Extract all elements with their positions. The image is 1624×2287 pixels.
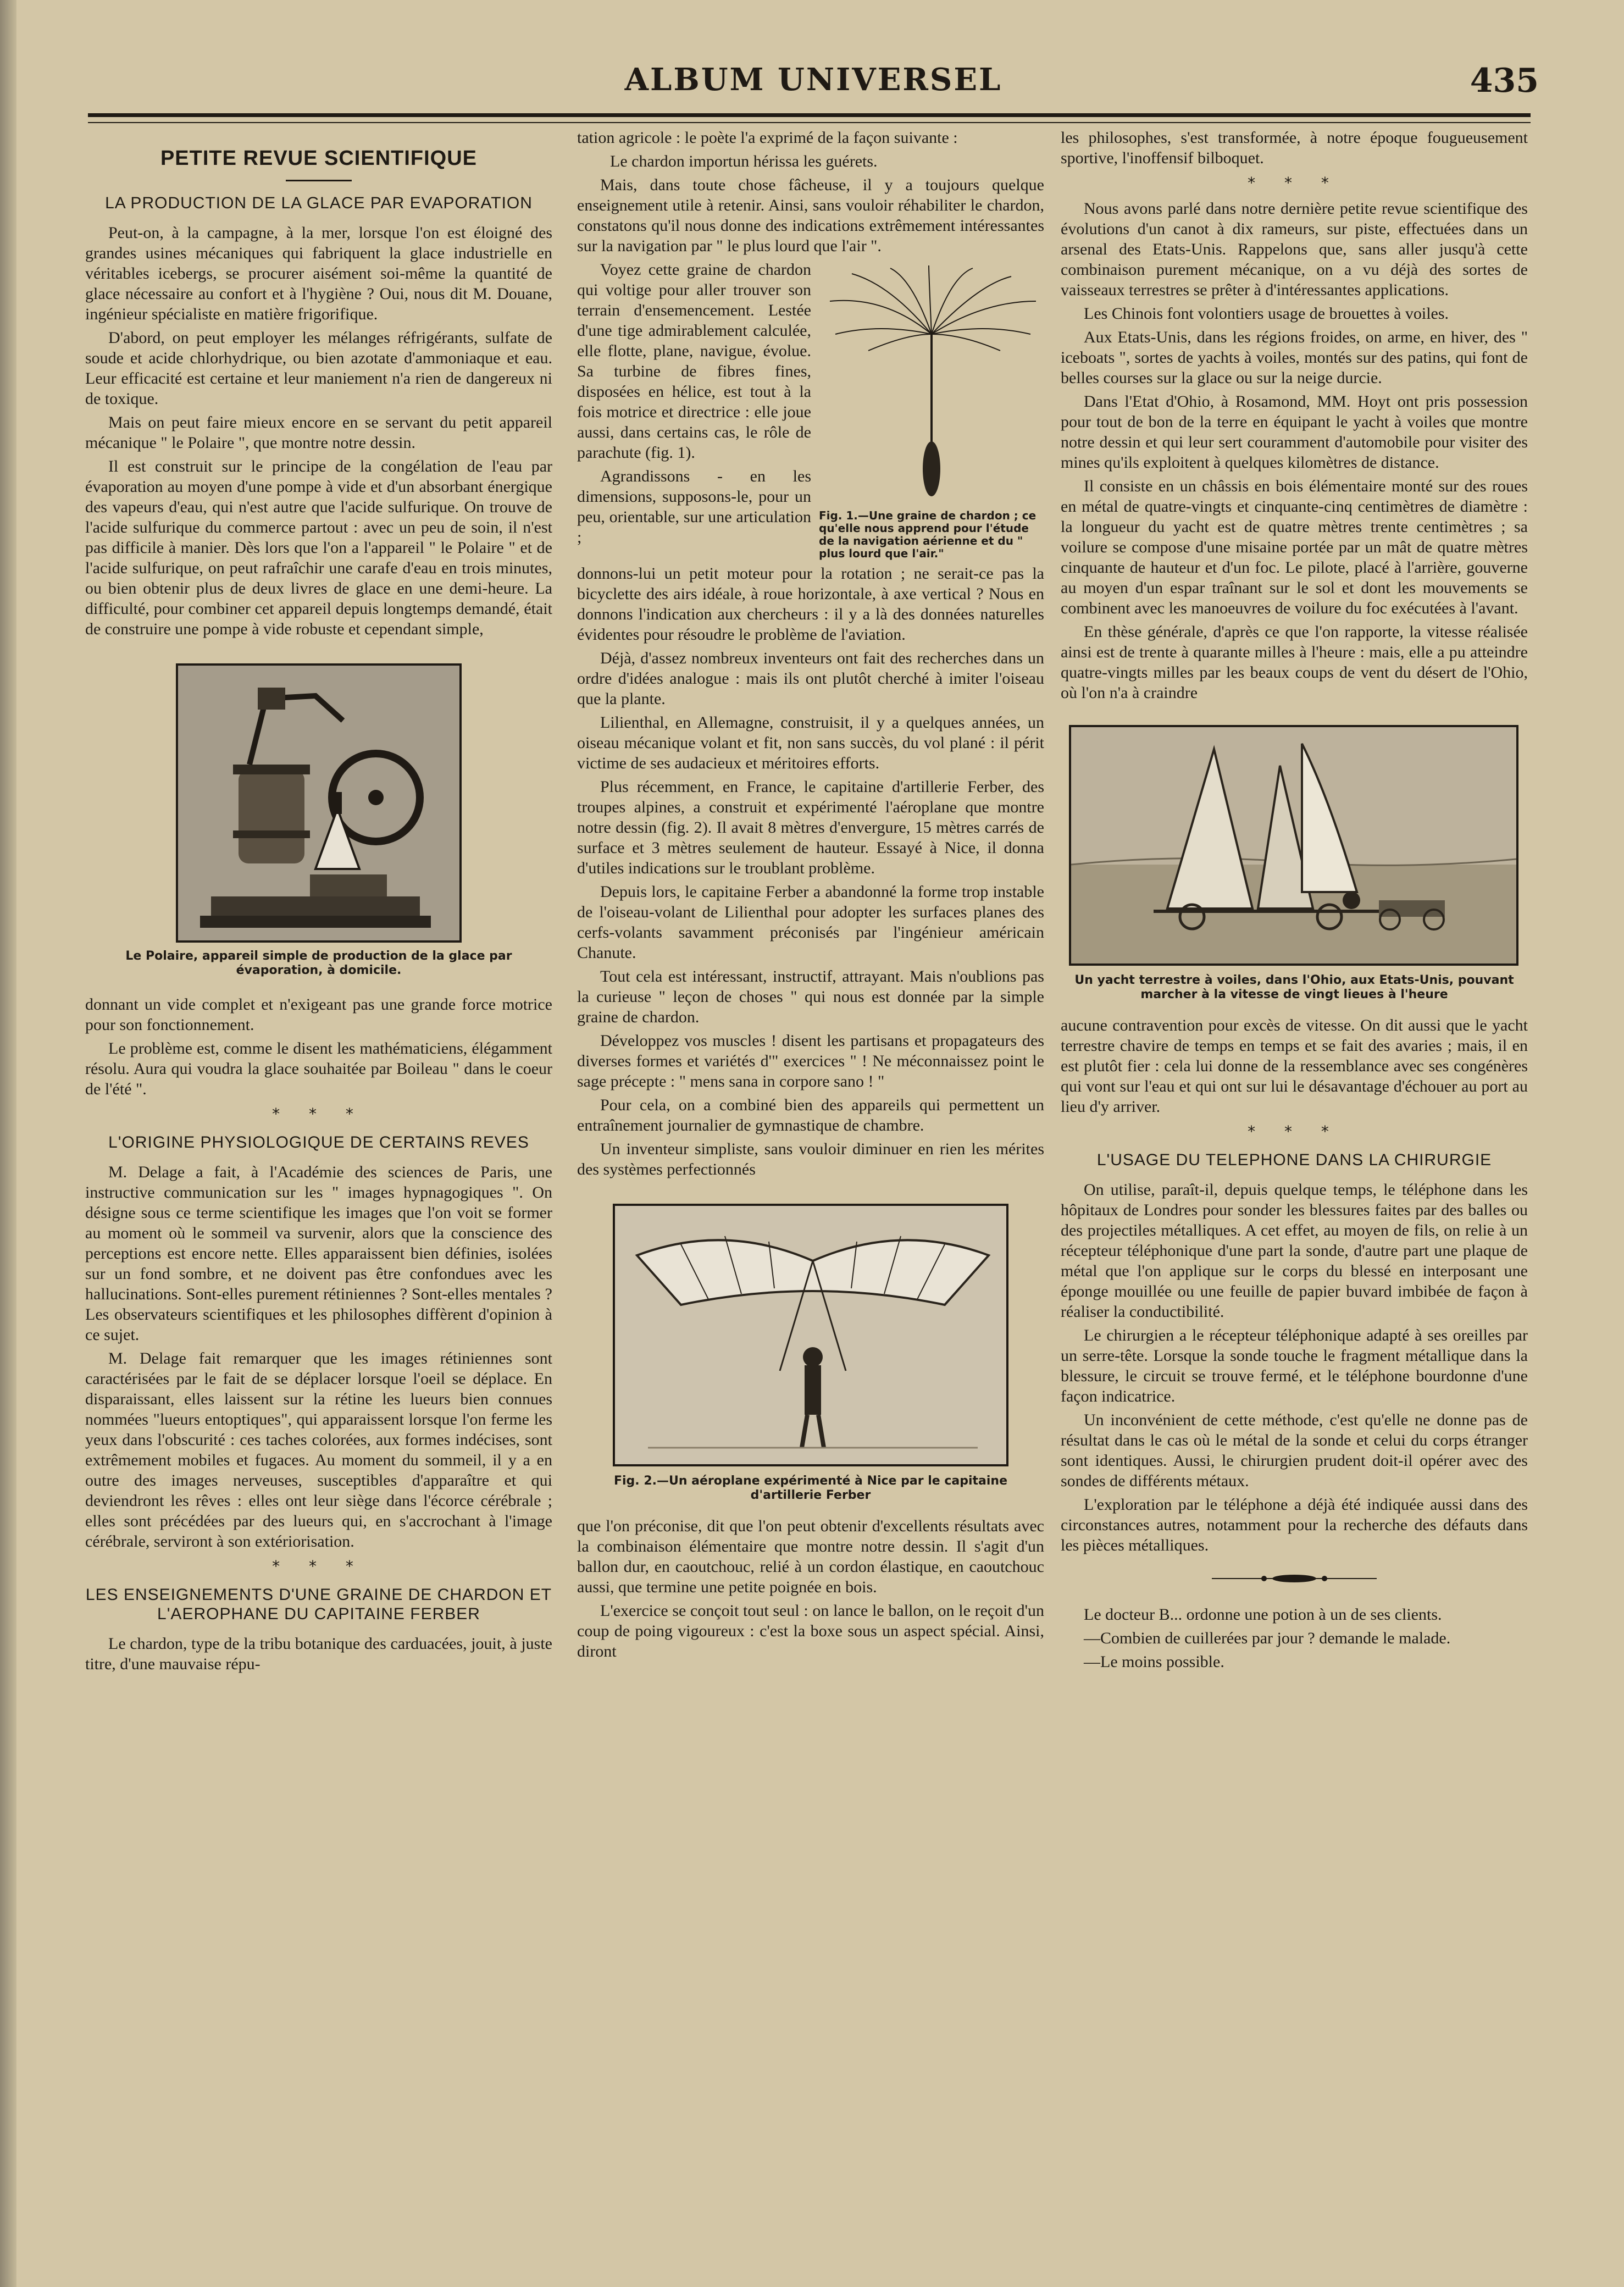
section-separator-stars: * * * (272, 1557, 365, 1575)
rubric-title: PETITE REVUE SCIENTIFIQUE (160, 147, 478, 170)
paragraph: Il est construit sur le principe de la congélation de l'eau par évaporation au moyen d'une pompe à vide et d'un absorbant énergique des vapeurs d'eau, qui n'est autre que l'acide sulfurique. On trouve de l'acide sulfurique du commerce partout : avec un peu de soin, il n'est pas difficile à manier. Dès lors que l'on a l'appareil " le Polaire " et de l'acide sulfurique, on peut rafraîchir une carafe d'eau en trois minutes, ou bien obtenir plus de deux livres de glace en une demi-heure. La difficulté, pour combiner cet appareil depuis longtemps demandé, était de construire une pompe à vide robuste et cependant simple, (85, 457, 552, 638)
anecdote (1061, 1604, 1528, 1672)
paragraph: Lilienthal, en Allemagne, construisit, il y a quelques années, un oiseau mécanique volant et fit, non sans succès, du vol plané : il périt victime de ses audacieux et méritoires efforts. (577, 713, 1044, 772)
thistle-seed-illustration (819, 263, 1044, 505)
figure-polaire (125, 663, 512, 978)
paragraph: les philosophes, s'est transformée, à notre époque fougueusement sportive, l'inoffensif bilboquet. (1061, 129, 1528, 167)
header-rule-thick (88, 113, 1531, 117)
page-number: 435 (1470, 62, 1539, 100)
paragraph: tation agricole : le poète l'a exprimé de la façon suivante : (577, 129, 958, 147)
column-1 (85, 128, 552, 1677)
section-title-thistle: LES ENSEIGNEMENTS D'UNE GRAINE DE CHARDON ET L'AEROPHANE DU CAPITAINE FERBER (85, 1586, 552, 1623)
page-spine-shadow (0, 0, 16, 2287)
rubric-rule (286, 180, 352, 181)
paragraph: Il consiste en un châssis en bois élémentaire monté sur des roues en métal de quatre-vingts et cinquante-cinq centimètres de diamètre : la longueur du yacht est de quatre mètres trente centimètres ; sa voilure se compose d'une misaine portée par un mât de quatre mètres cinquante de hauteur et d'un foc. Le pilote, placé à l'arrière, gouverne au moyen d'un espar traînant sur le sol et dont les mouvements se combinent avec les manoeuvres de voilure du foc exécutées à l'avant. (1061, 477, 1528, 617)
column-3 (1061, 128, 1528, 1675)
paragraph: donnons-lui un petit moteur pour la rotation ; ne serait-ce pas la bicyclette des airs idéale, à roue horizontale, à axe vertical ? Nous en donnons l'indication aux chercheurs : il y a là des données naturelles évidentes pour résoudre le problème de l'aviation. (577, 564, 1044, 644)
section-title-ice: LA PRODUCTION DE LA GLACE PAR EVAPORATION (105, 194, 533, 212)
paragraph: Tout cela est intéressant, instructif, attrayant. Mais n'oublions pas la curieuse " leçon de choses " qui nous est donnée par la simple graine de chardon. (577, 967, 1044, 1026)
paragraph: En thèse générale, d'après ce que l'on rapporte, la vitesse réalisée ainsi est de trente à quarante milles à l'heure : mais, elle a pu atteindre quatre-vingts milles par les beaux coups de vent du désert de l'Ohio, où l'on n'a à craindre (1061, 623, 1528, 702)
section-title-telephone: L'USAGE DU TELEPHONE DANS LA CHIRURGIE (1096, 1151, 1492, 1169)
paragraph: M. Delage a fait, à l'Académie des sciences de Paris, une instructive communication sur les " images hypnagogiques ". On désigne sous ce terme scientifique les images que l'on voit se former au moment où le sommeil va survenir, alors que la conscience des perceptions est encore nette. Elles apparaissent bien définies, isolées sur un fond sombre, et ne doivent pas être confondues avec les hallucinations. Sont-elles purement rétiniennes ? Sont-elles mentales ? Les observateurs scientifiques et les philosophes diffèrent d'opinion à ce sujet. (85, 1163, 552, 1344)
anecdote-line: —Combien de cuillerées par jour ? demande le malade. (1084, 1629, 1451, 1647)
anecdote-line: —Le moins possible. (1084, 1653, 1224, 1671)
page-header (88, 62, 1539, 114)
paragraph: Pour cela, on a combiné bien des appareils qui permettent un entraînement journalier de gymnastique de chambre. (577, 1096, 1044, 1134)
paragraph: Aux Etats-Unis, dans les régions froides, on arme, en hiver, des " iceboats ", sortes de yachts à voiles, montés sur des patins, qui font de belles courses sur la glace ou sur la neige durcie. (1061, 328, 1528, 387)
anecdote-line: Le docteur B... ordonne une potion à un de ses clients. (1084, 1605, 1442, 1624)
paragraph: Peut-on, à la campagne, à la mer, lorsque l'on est éloigné des grandes usines mécaniques qui fabriquent la glace industrielle en véritables icebergs, se procurer aisément soi-même la quantité de glace nécessaire au confort et à l'hygiène ? Oui, nous dit M. Douane, ingénieur spécialiste en matière frigorifique. (85, 224, 552, 323)
paragraph: Un inconvénient de cette méthode, c'est qu'elle ne donne pas de résultat dans le cas où le métal de la sonde et celui du corps étranger sont identiques. Aussi, le chirurgien prudent doit-il opérer avec des sondes de différents métaux. (1061, 1411, 1528, 1490)
paragraph: Un inventeur simpliste, sans vouloir diminuer en rien les mérites des systèmes perfectionnés (577, 1140, 1044, 1178)
paragraph: Nous avons parlé dans notre dernière petite revue scientifique des évolutions d'un canot à dix rameurs, sur piste, effectuées dans un arsenal des Etats-Unis. Rappelons que, sans aller jusqu'à cette combinaison purement mécanique, on a vu déjà des sortes de vaisseaux terrestres se prêter à d'intéressantes applications. (1061, 200, 1528, 299)
paragraph: que l'on préconise, dit que l'on peut obtenir d'excellents résultats avec la combinaison élémentaire que montre notre dessin. Il s'agit d'un ballon dur, en caoutchouc, relié à un cordon élastique, en caoutchouc aussi, que termine une petite poignée en bois. (577, 1517, 1044, 1596)
paragraph: Mais, dans toute chose fâcheuse, il y a toujours quelque enseignement utile à retenir. Ainsi, sans vouloir réhabiliter le chardon, constatons qu'il nous donne des indications extrêmement intéressantes sur la navigation par " le plus lourd que l'air ". (577, 176, 1044, 255)
ornamental-divider (1061, 1570, 1528, 1590)
polaire-illustration (176, 663, 462, 943)
paragraph: donnant un vide complet et n'exigeant pas une grande force motrice pour son fonctionnement. (85, 995, 552, 1034)
verse-quote: Le chardon importun hérissa les guérets. (610, 152, 878, 170)
figure-caption-polaire: Le Polaire, appareil simple de production de la glace par évaporation, à domicile. (125, 949, 512, 977)
paragraph: M. Delage fait remarquer que les images rétiniennes sont caractérisées par le fait de se déplacer lorsque l'oeil se déplace. En disparaissant, elles laissent sur la rétine les lueurs bien connues nommées "lueurs entoptiques", qui apparaissent lorsque l'on ferme les yeux dans l'obscurité : ces taches colorées, aux formes indécises, sont extrêmement mobiles et fugaces. Au moment du sommeil, il y a en outre des images nerveuses, susceptibles d'apparaître et qui deviendront les rêves : elles ont leur siège dans l'écorce cérébrale ; elles sont précédées par des lueurs qui, en s'accrochant à l'image cérébrale, serviront à son extériorisation. (85, 1349, 552, 1550)
section-separator-stars: * * * (1248, 1122, 1341, 1140)
paragraph: aucune contravention pour excès de vitesse. On dit aussi que le yacht terrestre chavire de temps en temps et se fait des avaries ; mais, il en est plutôt fier : cela lui donne de la ressemblance avec ses congénères qui vont sur l'eau et qui ont sur lui le désavantage d'échouer au port au lieu d'y arriver. (1061, 1016, 1528, 1116)
paragraph: Agrandissons - en les dimensions, supposons-le, pour un peu, orientable, sur une articulation ; (577, 467, 811, 546)
paragraph: Dans l'Etat d'Ohio, à Rosamond, MM. Hoyt ont pris possession pour tout de bon de la terre en équipant le yacht à voiles que montre notre dessin et qui leur sert couramment d'automobile pour visiter des mines qu'ils exploitent à quelques kilomètres de distance. (1061, 392, 1528, 472)
paragraph: Le problème est, comme le disent les mathématiciens, élégamment résolu. Aura qui voudra la glace souhaitée par Boileau " dans le coeur de l'été ". (85, 1039, 552, 1098)
paragraph: Plus récemment, en France, le capitaine d'artillerie Ferber, des troupes alpines, a construit et expérimenté l'aéroplane que montre notre dessin (fig. 2). Il avait 8 mètres d'envergure, 15 mètres carrés de surface et 3 mètres seulement de hauteur. Essayé à Nice, il donna d'utiles indications sur le troublant problème. (577, 778, 1044, 877)
paragraph: Mais on peut faire mieux encore en se servant du petit appareil mécanique " le Polaire ", que montre notre dessin. (85, 413, 552, 452)
figure-thistle-seed (819, 263, 1044, 560)
paragraph: Déjà, d'assez nombreux inventeurs ont fait des recherches dans un ordre d'idées analogue : mais ils ont plutôt cherché à imiter l'oiseau que la plante. (577, 649, 1044, 708)
paragraph: Les Chinois font volontiers usage de brouettes à voiles. (1084, 304, 1449, 323)
paragraph: On utilise, paraît-il, depuis quelque temps, le téléphone dans les hôpitaux de Londres pour sonder les blessures faites par des balles ou des projectiles métalliques. A cet effet, au moyen de fils, on relie à un récepteur téléphonique d'une part la sonde, d'autre part une plaque de métal que l'on applique sur le corps du blessé en interposant une éponge mouillée ou une feuille de papier buvard imbibée de façon à réaliser la conductibilité. (1061, 1181, 1528, 1321)
section-title-dreams: L'ORIGINE PHYSIOLOGIQUE DE CERTAINS REVES (108, 1133, 529, 1151)
paragraph: Le chardon, type de la tribu botanique des carduacées, jouit, à juste titre, d'une mauvaise répu- (85, 1635, 552, 1673)
paragraph: Depuis lors, le capitaine Ferber a abandonné la forme trop instable de l'oiseau-volant de Lilienthal pour adopter les surfaces planes des cerfs-volants savamment préconisés par l'ingénieur américain Chanute. (577, 883, 1044, 962)
figure-caption-land-yacht: Un yacht terrestre à voiles, dans l'Ohio, aux Etats-Unis, pouvant marcher à la vitesse de vingt lieues à l'heure (1074, 973, 1514, 1001)
section-separator-stars: * * * (1248, 174, 1341, 192)
running-title: ALBUM UNIVERSEL (624, 62, 1002, 98)
aeroplane-illustration (613, 1204, 1008, 1466)
paragraph: L'exercice se conçoit tout seul : on lance le ballon, on le reçoit d'un coup de poing vigoureux : c'est la boxe sous un aspect spécial. Ainsi, diront (577, 1602, 1044, 1660)
figure-land-yacht (1069, 725, 1520, 1002)
paragraph: L'exploration par le téléphone a déjà été indiquée aussi dans des circonstances autres, notamment pour la recherche des défauts dans les pièces métalliques. (1061, 1496, 1528, 1554)
section-separator-stars: * * * (272, 1105, 365, 1123)
land-yacht-illustration (1069, 725, 1518, 966)
figure-caption-aeroplane: Fig. 2.—Un aéroplane expérimenté à Nice par le capitaine d'artillerie Ferber (613, 1474, 1008, 1502)
column-2 (577, 128, 1044, 1665)
figure-aeroplane (613, 1204, 1008, 1503)
paragraph: D'abord, on peut employer les mélanges réfrigérants, sulfate de soude et acide chlorhydrique, ou bien azotate d'ammoniaque et eau. Leur efficacité est certaine et leur maniement n'a rien de dangereux ni de toxique. (85, 329, 552, 408)
paragraph: Le chirurgien a le récepteur téléphonique adapté à ses oreilles par un serre-tête. Lorsque la sonde touche le fragment métallique dans la blessure, le circuit se trouve fermé, et le téléphone bourdonne d'une façon indicatrice. (1061, 1326, 1528, 1405)
thistle-text-wrap (577, 259, 1044, 645)
figure-caption-thistle: Fig. 1.—Une graine de chardon ; ce qu'elle nous apprend pour l'étude de la navigation aérienne et du " plus lourd que l'air." (819, 509, 1037, 560)
paragraph: Voyez cette graine de chardon qui voltige pour aller trouver son terrain d'ensemencement. Lestée d'une tige admirablement calculée, elle flotte, plane, navigue, évolue. Sa turbine de fibres fines, disposées en hélice, est tout à la fois motrice et directrice : elle joue aussi, dans certains cas, le rôle de parachute (fig. 1). (577, 261, 811, 462)
paragraph: Développez vos muscles ! disent les partisans et propagateurs des diverses formes et variétés d'" exercices " ! Ne méconnaissez point le sage précepte : " mens sana in corpore sano ! " (577, 1032, 1044, 1090)
header-rule-thin (88, 122, 1531, 123)
